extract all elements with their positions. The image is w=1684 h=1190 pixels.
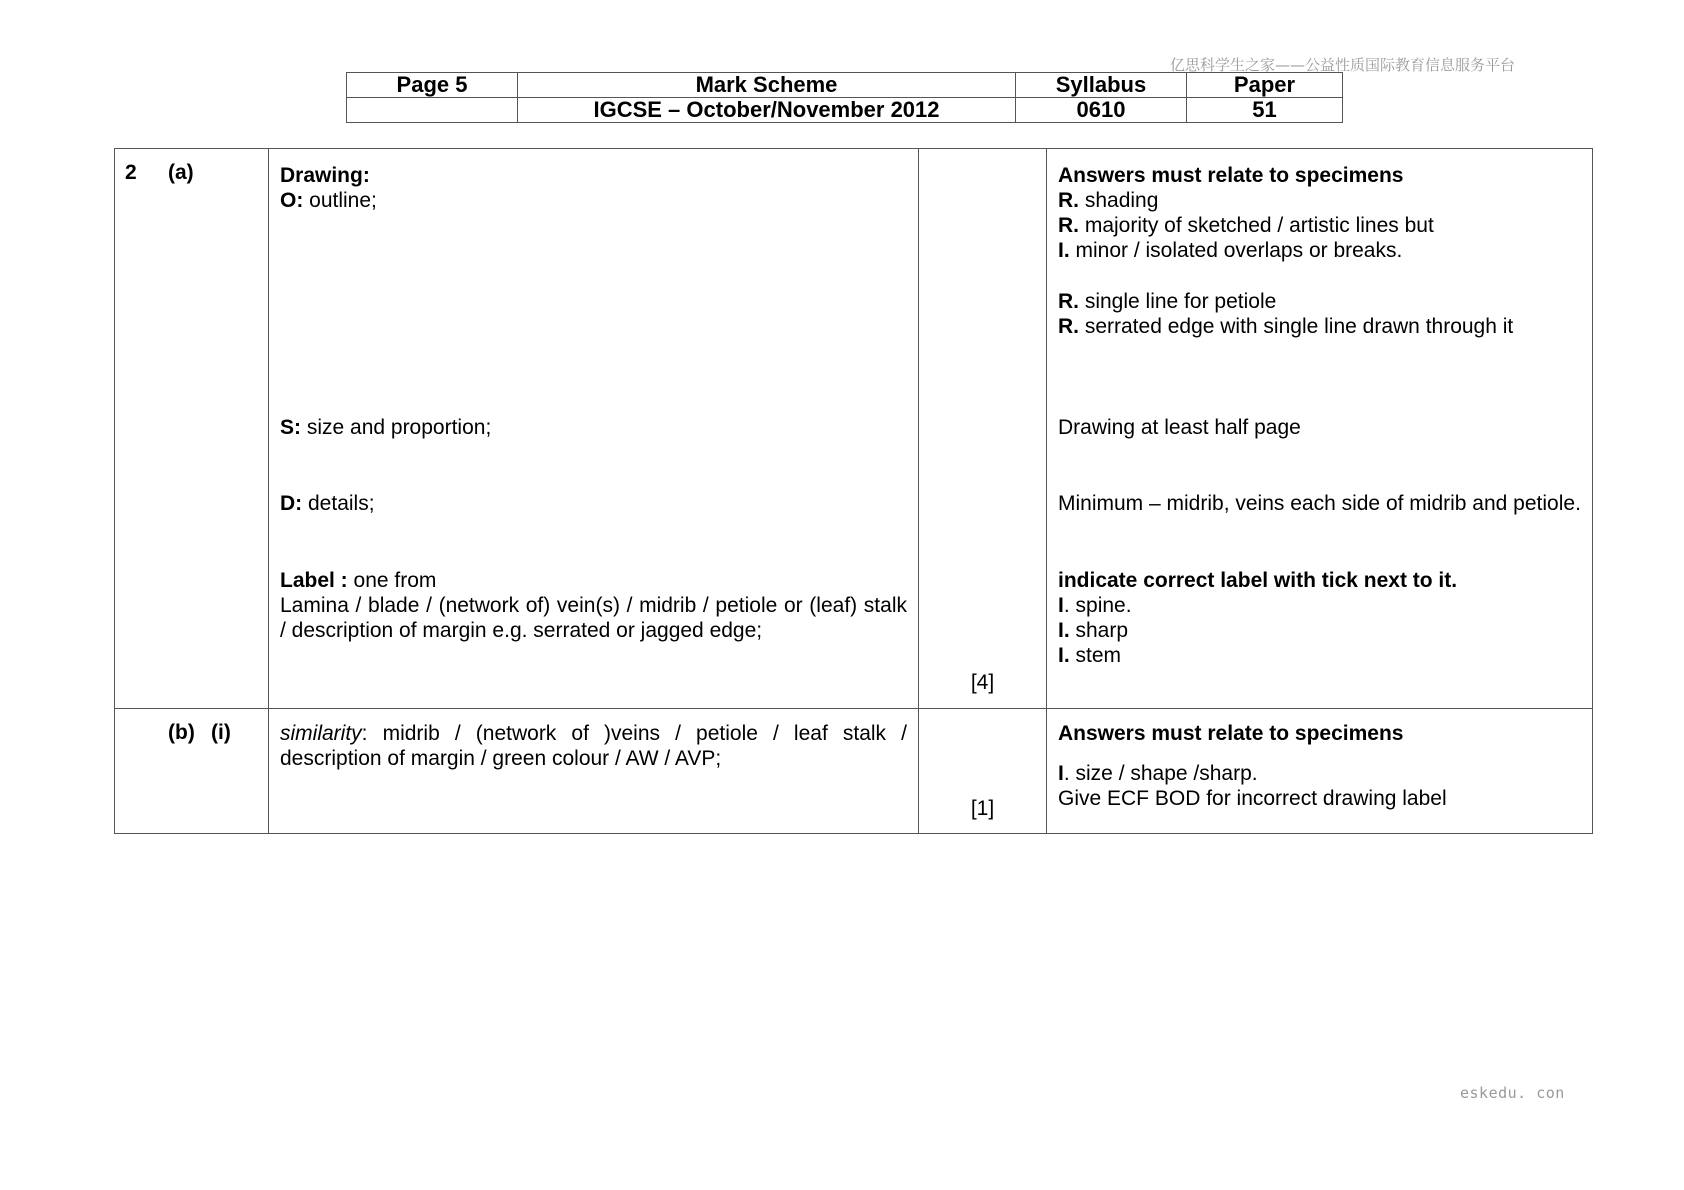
size-text: size and proportion; — [301, 416, 492, 439]
header-empty-cell — [347, 98, 518, 123]
watermark-bottom: eskedu. con — [1460, 1084, 1565, 1102]
ignore-stem: stem — [1069, 644, 1122, 667]
details-block — [280, 491, 907, 516]
answer-cell — [269, 149, 919, 709]
mark-scheme-table — [114, 148, 1593, 834]
ignore-sharp: sharp — [1069, 619, 1129, 642]
size-block — [280, 415, 907, 440]
size-note: Drawing at least half page — [1058, 416, 1301, 439]
mark-scheme-title: Mark Scheme — [518, 73, 1016, 98]
guidance-cell — [1047, 149, 1593, 709]
similarity-block — [280, 721, 907, 771]
ecf-note: Give ECF BOD for incorrect drawing label — [1058, 787, 1447, 810]
question-ref-cell — [115, 709, 269, 834]
guidance-petiole-block — [1058, 289, 1582, 339]
reject-key: R. — [1058, 214, 1079, 237]
guidance-heading: Answers must relate to specimens — [1058, 164, 1404, 187]
ignore-key: I. — [1058, 619, 1070, 642]
label-guidance-heading: indicate correct label with tick next to it. — [1058, 569, 1458, 592]
drawing-heading: Drawing: — [280, 164, 370, 187]
size-key: S: — [280, 416, 301, 439]
guidance-outline-block — [1058, 163, 1582, 263]
details-note: Minimum – midrib, veins each side of midrib and petiole. — [1058, 492, 1581, 515]
question-ref-cell — [115, 149, 269, 709]
reject-key: R. — [1058, 290, 1079, 313]
syllabus-code: 0610 — [1016, 98, 1187, 123]
page-header-table — [346, 72, 1343, 123]
table-row-2bi — [115, 709, 1593, 834]
marks-2a: [4] — [970, 671, 995, 694]
marks-2bi: [1] — [970, 797, 995, 820]
exam-session: IGCSE – October/November 2012 — [518, 98, 1016, 123]
reject-sketched-lines: majority of sketched / artistic lines but — [1079, 214, 1434, 237]
reject-key: R. — [1058, 189, 1079, 212]
page-number: Page 5 — [347, 73, 518, 98]
outline-text: outline; — [303, 189, 377, 212]
ignore-size-shape: . size / shape /sharp. — [1063, 762, 1258, 785]
guidance-heading: Answers must relate to specimens — [1058, 722, 1404, 745]
ignore-key: I. — [1058, 644, 1070, 667]
question-part: (b) — [168, 721, 195, 744]
reject-single-line-petiole: single line for petiole — [1079, 290, 1277, 313]
question-subpart: (i) — [211, 721, 231, 744]
similarity-text: : midrib / (network of )veins / petiole / leaf stalk / description of margin / green colour / AW / AVP; — [280, 722, 907, 770]
watermark-top: 亿思科学生之家——公益性质国际教育信息服务平台 — [1170, 56, 1516, 74]
guidance-label-block — [1058, 568, 1582, 668]
table-row-2a — [115, 149, 1593, 709]
ignore-key: I. — [1058, 239, 1070, 262]
details-key: D: — [280, 492, 303, 515]
drawing-outline-block — [280, 163, 907, 213]
ignore-overlaps: minor / isolated overlaps or breaks. — [1069, 239, 1403, 262]
details-text: details; — [302, 492, 375, 515]
syllabus-label: Syllabus — [1016, 73, 1187, 98]
ignore-key: I — [1058, 762, 1064, 785]
guidance-cell — [1047, 709, 1593, 834]
label-options: Lamina / blade / (network of) vein(s) / midrib / petiole or (leaf) stalk / description of margin e.g. serrated or jagged edge; — [280, 594, 907, 642]
label-block — [280, 568, 907, 643]
question-part: (a) — [168, 161, 194, 184]
reject-serrated-edge: serrated edge with single line drawn through it — [1079, 315, 1514, 338]
ignore-spine: . spine. — [1063, 594, 1132, 617]
guidance-2bi-block — [1058, 721, 1582, 811]
ignore-key: I — [1058, 594, 1064, 617]
similarity-key: similarity — [280, 722, 362, 745]
paper-number: 51 — [1187, 98, 1343, 123]
reject-key: R. — [1058, 315, 1079, 338]
label-text: one from — [347, 569, 437, 592]
paper-label: Paper — [1187, 73, 1343, 98]
answer-cell — [269, 709, 919, 834]
marks-cell — [919, 709, 1047, 834]
question-number: 2 — [125, 161, 137, 184]
reject-shading: shading — [1079, 189, 1159, 212]
label-key: Label : — [280, 569, 348, 592]
outline-key: O: — [280, 189, 304, 212]
marks-cell — [919, 149, 1047, 709]
